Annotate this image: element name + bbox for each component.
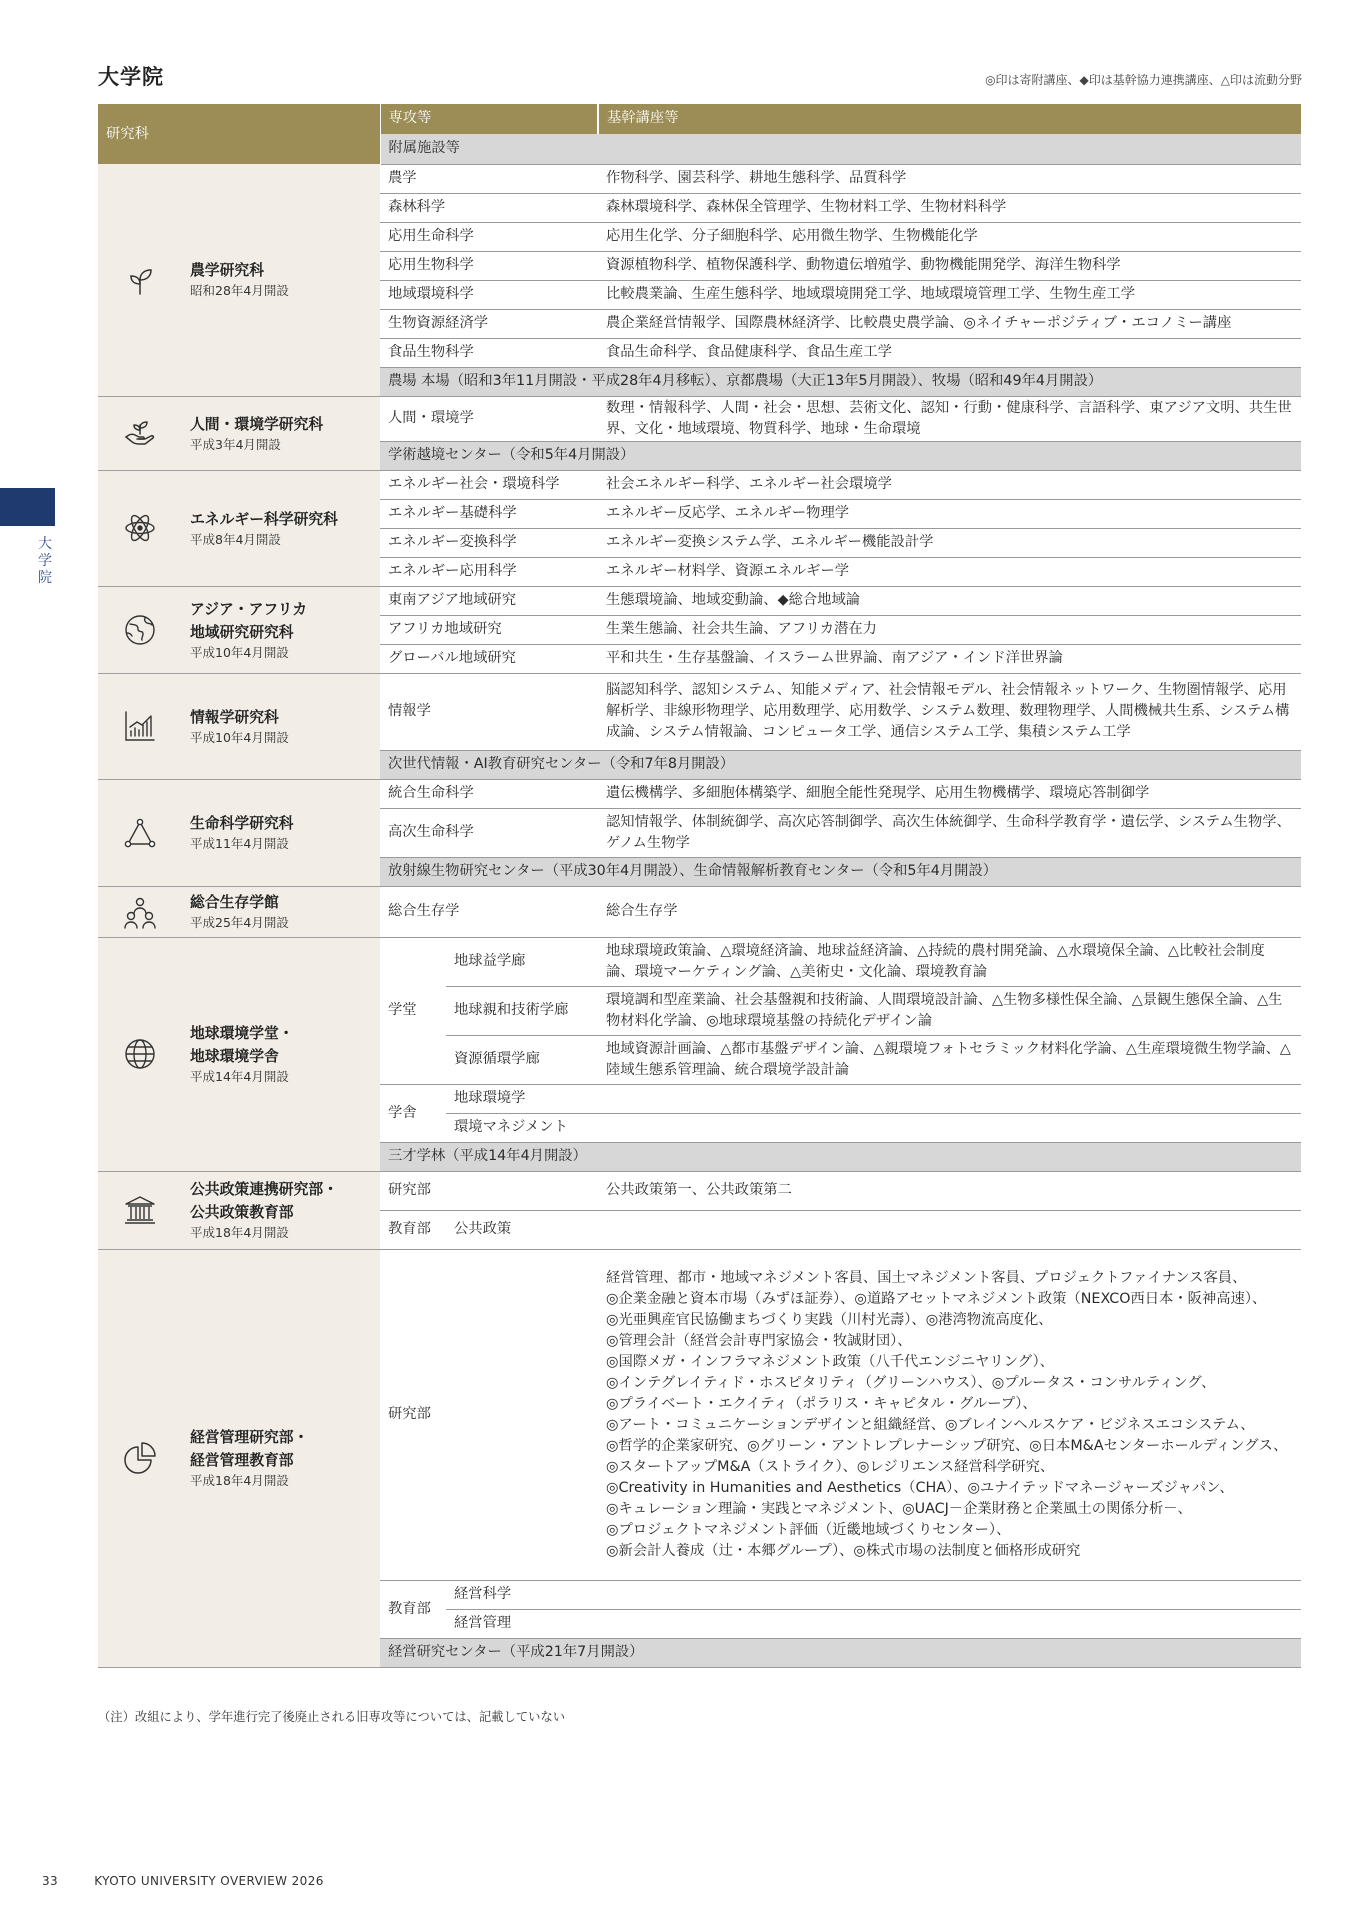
major-group: 学舎 [380,1084,446,1142]
major: エネルギー基礎科学 [380,499,598,528]
major: 統合生命科学 [380,779,598,808]
dept-mgmt [98,1249,380,1667]
chair-line: ◎Creativity in Humanities and Aesthetics（CHA）、◎ユナイテッドマネージャーズジャパン、 [606,1479,1234,1496]
atom-icon [122,510,158,546]
chair: 脳認知科学、認知システム、知能メディア、社会情報モデル、社会情報ネットワーク、生物圏情報学、応用解析学、非線形物理学、応用数理学、応用数学、システム数理、数理物理学、人間機械共生系、システム構成論、システム情報論、コンピュータ工学、通信システム工学、集積システム工学 [598,673,1301,750]
chair: 比較農業論、生産生態科学、地域環境開発工学、地域環境管理工学、生物生産工学 [598,280,1301,309]
hands-plant-icon [122,415,158,451]
dept-date: 平成8年4月開設 [190,531,281,547]
sub-major: 地球親和技術学廊 [446,986,598,1035]
dept-name: 総合生存学館 [190,894,279,911]
major: エネルギー社会・環境科学 [380,470,598,499]
major: 高次生命科学 [380,808,598,857]
page-title: 大学院 [98,65,164,89]
chair-line: ◎プライベート・エクイティ（ポラリス・キャピタル・グループ）、 [606,1395,1037,1412]
chair: 食品生命科学、食品健康科学、食品生産工学 [598,338,1301,367]
major: 研究部 [380,1249,598,1580]
chair-line: ◎インテグレイティド・ホスピタリティ（グリーンハウス）、◎プルータス・コンサルティング、 [606,1374,1216,1391]
table-row [98,1171,1301,1210]
table-row [98,673,1301,750]
dept-name: エネルギー科学研究科 [190,510,338,528]
dept-earth [98,937,380,1171]
chair: 社会エネルギー科学、エネルギー社会環境学 [598,470,1301,499]
chair-line: ◎アート・コミュニケーションデザインと組織経営、◎ブレインヘルスケア・ビジネスエコシステム、 [606,1416,1255,1433]
header-row [98,104,1301,134]
chair-line: ◎スタートアップM&A（ストライク）、◎レジリエンス経営科学研究、 [606,1458,1055,1475]
chair: 地域資源計画論、△都市基盤デザイン論、△親環境フォトセラミック材料化学論、△生産環境微生物学論、△陸域生態系管理論、統合環境学設計論 [598,1035,1301,1084]
facility: 経営研究センター（平成21年7月開設） [380,1638,1301,1667]
dept-name: 生命科学研究科 [190,815,294,832]
facility: 学術越境センター（令和5年4月開設） [380,441,1301,470]
chair-line: ◎国際メガ・インフラマネジメント政策（八千代エンジニヤリング）、 [606,1353,1054,1370]
chair: エネルギー材料学、資源エネルギー学 [598,557,1301,586]
facility: 農場 本場（昭和3年11月開設・平成28年4月移転）、京都農場（大正13年5月開設）、牧場（昭和49年4月開設） [380,367,1301,396]
dept-agri [98,164,380,396]
chair-list [598,1249,1301,1580]
major: 教育部 [380,1210,446,1249]
major: 応用生命科学 [380,222,598,251]
major: 総合生存学 [380,886,598,937]
dept-date: 平成10年4月開設 [190,644,289,660]
header-facility: 附属施設等 [380,134,1301,164]
chair-line: ◎キュレーション理論・実践とマネジメント、◎UACJ－企業財務と企業風土の関係分析－、 [606,1500,1192,1517]
globe-people-icon [122,612,158,648]
dept-name: 農学研究科 [190,262,264,280]
chair: 地球環境政策論、△環境経済論、地球益経済論、△持続的農村開発論、△水環境保全論、△比較社会制度論、環境マーケティング論、△美術史・文化論、環境教育論 [598,937,1301,986]
sub-major: 資源循環学廊 [446,1035,598,1084]
chair: 環境調和型産業論、社会基盤親和技術論、人間環境設計論、△生物多様性保全論、△景観生態保全論、△生物材料化学論、◎地球環境基盤の持続化デザイン論 [598,986,1301,1035]
dept-date: 昭和28年4月開設 [190,283,289,299]
table-row [98,470,1301,499]
publication-name: KYOTO UNIVERSITY OVERVIEW 2026 [94,1874,324,1888]
major: エネルギー変換科学 [380,528,598,557]
dept-energy [98,470,380,586]
sub-major: 地球環境学 [446,1084,1301,1113]
dept-info [98,673,380,779]
side-tab[interactable] [0,488,55,526]
chair: 応用生化学、分子細胞科学、応用微生物学、生物機能化学 [598,222,1301,251]
chair: 数理・情報科学、人間・社会・思想、芸術文化、認知・行動・健康科学、言語科学、東アジア文明、共生世界、文化・地域環境、物質科学、地球・生命環境 [598,396,1301,441]
institution-icon [122,1192,158,1228]
dept-name: 情報学研究科 [190,708,279,726]
dept-name-line1: 公共政策連携研究部・ [190,1181,338,1198]
major: アフリカ地域研究 [380,615,598,644]
facility: 三才学林（平成14年4月開設） [380,1142,1301,1171]
chair: 平和共生・生存基盤論、イスラーム世界論、南アジア・インド洋世界論 [598,644,1301,673]
dept-name-line2: 公共政策教育部 [190,1204,294,1221]
dept-asia [98,586,380,673]
chair-line: ◎哲学的企業家研究、◎グリーン・アントレプレナーシップ研究、◎日本M&Aセンターホールディングス、 [606,1437,1288,1454]
dept-date: 平成3年4月開設 [190,436,281,452]
chair-line: ◎光亜興産官民協働まちづくり実践（川村光壽）、◎港湾物流高度化、 [606,1311,1053,1328]
sprout-icon [122,262,158,298]
bar-chart-icon [122,708,158,744]
people-group-icon [122,894,158,930]
table-row [98,396,1301,441]
chair-line: ◎新会計人養成（辻・本郷グループ）、◎株式市場の法制度と価格形成研究 [606,1542,1081,1559]
chair-line: ◎管理会計（経営会計専門家協会・牧誠財団）、 [606,1332,912,1349]
dept-survival [98,886,380,937]
sub-major: 公共政策 [446,1210,1301,1249]
table-row [98,779,1301,808]
dept-date: 平成25年4月開設 [190,915,289,930]
dept-date: 平成14年4月開設 [190,1069,289,1084]
chair: 資源植物科学、植物保護科学、動物遺伝増殖学、動物機能開発学、海洋生物科学 [598,251,1301,280]
chair: 総合生存学 [598,886,1301,937]
major: 教育部 [380,1580,446,1638]
dept-name: 人間・環境学研究科 [190,415,324,433]
major: グローバル地域研究 [380,644,598,673]
facility: 次世代情報・AI教育研究センター（令和7年8月開設） [380,750,1301,779]
dept-name-line2: 地域研究研究科 [190,623,294,641]
pie-chart-icon [122,1440,158,1476]
chair-line: 経営管理、都市・地域マネジメント客員、国土マネジメント客員、プロジェクトファイナンス客員、 [606,1269,1247,1286]
chair-line: ◎企業金融と資本市場（みずほ証券）、◎道路アセットマネジメント政策（NEXCO西日本・阪神高速）、 [606,1290,1267,1307]
table-row [98,164,1301,193]
sub-major: 経営管理 [446,1609,1301,1638]
legend: ◎印は寄附講座、◆印は基幹協力連携講座、△印は流動分野 [985,73,1302,87]
major: 農学 [380,164,598,193]
side-label: 大学院 [38,536,52,586]
major: 東南アジア地域研究 [380,586,598,615]
chair: 生業生態論、社会共生論、アフリカ潜在力 [598,615,1301,644]
major: 研究部 [380,1171,598,1210]
dept-name-line2: 地球環境学舎 [190,1048,279,1065]
major: エネルギー応用科学 [380,557,598,586]
graduate-school-table [98,104,1301,1668]
dept-name-line1: アジア・アフリカ [190,600,308,618]
header-dept: 研究科 [98,104,380,164]
dept-bio [98,779,380,886]
major-group: 学堂 [380,937,446,1084]
chair-line: ◎プロジェクトマネジメント評価（近畿地域づくりセンター）、 [606,1521,1011,1538]
header-major: 専攻等 [380,104,598,134]
major: 森林科学 [380,193,598,222]
chair: 農企業経営情報学、国際農林経済学、比較農史農学論、◎ネイチャーポジティブ・エコノミー講座 [598,309,1301,338]
chair: 遺伝機構学、多細胞体構築学、細胞全能性発現学、応用生物機構学、環境応答制御学 [598,779,1301,808]
table-row [98,886,1301,937]
dept-policy [98,1171,380,1249]
major: 応用生物科学 [380,251,598,280]
major: 人間・環境学 [380,396,598,441]
triangle-nodes-icon [122,815,158,851]
dept-date: 平成18年4月開設 [190,1473,289,1488]
dept-name-line1: 経営管理研究部・ [190,1429,309,1446]
major: 地域環境科学 [380,280,598,309]
chair: 認知情報学、体制統御学、高次応答制御学、高次生体統御学、生命科学教育学・遺伝学、システム生物学、ゲノム生物学 [598,808,1301,857]
chair: エネルギー反応学、エネルギー物理学 [598,499,1301,528]
major: 食品生物科学 [380,338,598,367]
dept-human [98,396,380,470]
table-row [98,937,1301,986]
major: 生物資源経済学 [380,309,598,338]
header-chair: 基幹講座等 [598,104,1301,134]
dept-name-line2: 経営管理教育部 [190,1452,294,1469]
globe-icon [122,1036,158,1072]
table-row [98,586,1301,615]
dept-date: 平成18年4月開設 [190,1225,289,1240]
chair: エネルギー変換システム学、エネルギー機能設計学 [598,528,1301,557]
table-row [98,1249,1301,1580]
facility: 放射線生物研究センター（平成30年4月開設）、生命情報解析教育センター（令和5年4月開設） [380,857,1301,886]
footnote: （注）改組により、学年進行完了後廃止される旧専攻等については、記載していない [98,1710,566,1724]
chair: 森林環境科学、森林保全管理学、生物材料工学、生物材料科学 [598,193,1301,222]
page-number: 33 [42,1874,59,1888]
sub-major: 経営科学 [446,1580,1301,1609]
chair: 作物科学、園芸科学、耕地生態科学、品質科学 [598,164,1301,193]
dept-date: 平成10年4月開設 [190,729,289,745]
dept-name-line1: 地球環境学堂・ [190,1025,294,1042]
footer [42,1874,324,1888]
dept-date: 平成11年4月開設 [190,836,289,851]
major: 情報学 [380,673,598,750]
sub-major: 地球益学廊 [446,937,598,986]
chair: 生態環境論、地域変動論、◆総合地域論 [598,586,1301,615]
sub-major: 環境マネジメント [446,1113,1301,1142]
chair: 公共政策第一、公共政策第二 [598,1171,1301,1210]
